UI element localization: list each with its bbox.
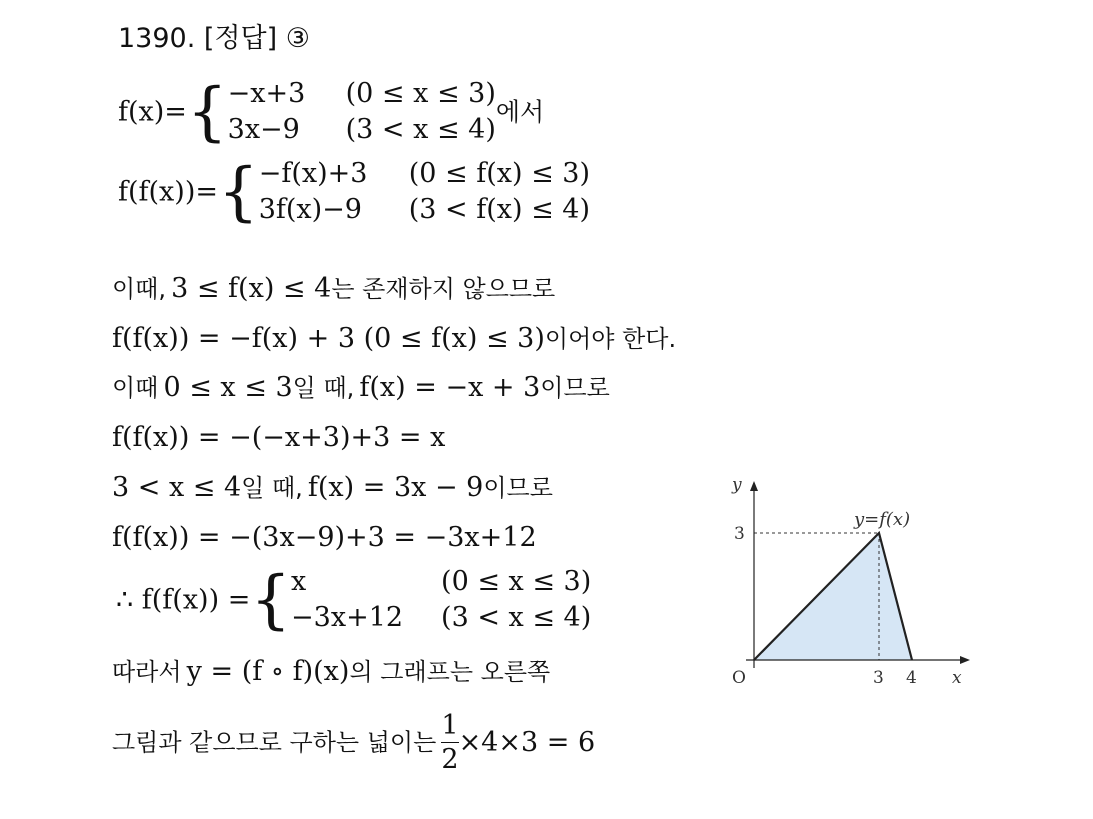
line-3-math-1: 0 ≤ x ≤ 3	[163, 372, 293, 403]
graph-figure	[722, 472, 978, 694]
composition-case2-expr: 3f(x)−9	[258, 194, 362, 225]
line-8-suffix: 의 그래프는 오른쪽	[349, 658, 551, 686]
line-7-lhs: ∴ f(f(x)) =	[116, 584, 251, 616]
composition-case1-expr: −f(x)+3	[258, 158, 368, 189]
composition-brace: {	[217, 155, 259, 229]
line-1-math: 3 ≤ f(x) ≤ 4	[171, 273, 332, 304]
line-9	[112, 712, 595, 773]
composition-case1-cond: (0 ≤ f(x) ≤ 3)	[408, 158, 590, 189]
line-8-math: y = (f ∘ f)(x)	[186, 656, 350, 687]
line-5-middle: 일 때,	[241, 474, 303, 502]
line-3	[112, 374, 610, 401]
line-7-case1-expr: x	[291, 566, 307, 597]
composition-lhs: f(f(x))=	[118, 176, 218, 208]
line-7-result	[116, 564, 591, 636]
line-6-math: f(f(x)) = −(3x−9)+3 = −3x+12	[112, 522, 537, 553]
definition-equation	[118, 76, 544, 148]
line-8-prefix: 따라서	[112, 658, 182, 686]
line-2-suffix: 이어야 한다.	[544, 325, 677, 353]
x-axis-label: x	[952, 668, 962, 688]
origin-label: O	[732, 668, 746, 688]
definition-suffix: 에서	[495, 97, 545, 127]
line-9-math: ×4×3 = 6	[458, 727, 596, 758]
definition-cases	[228, 76, 496, 148]
line-6	[112, 524, 537, 551]
line-3-math-2: f(x) = −x + 3	[359, 372, 541, 403]
composition-case2-cond: (3 < f(x) ≤ 4)	[408, 194, 590, 225]
line-7-case1-cond: (0 ≤ x ≤ 3)	[441, 566, 592, 597]
line-8	[112, 658, 550, 685]
composition-cases	[259, 156, 590, 228]
definition-case1-cond: (0 ≤ x ≤ 3)	[345, 78, 496, 109]
line-3-prefix: 이때	[112, 374, 159, 402]
line-2-math: f(f(x)) = −f(x) + 3 (0 ≤ f(x) ≤ 3)	[112, 323, 545, 354]
answer-label: [정답]	[203, 23, 278, 54]
line-3-middle: 일 때,	[292, 374, 355, 402]
line-5-math-2: f(x) = 3x − 9	[307, 472, 484, 503]
line-5-math-1: 3 < x ≤ 4	[112, 472, 242, 503]
definition-brace: {	[186, 75, 228, 149]
graph-shaded-region	[754, 533, 912, 660]
y-axis-arrow-icon	[750, 481, 758, 491]
problem-number: 1390.	[118, 23, 196, 54]
line-5	[112, 474, 553, 501]
answer-value: ③	[285, 23, 310, 54]
x-tick-4: 4	[906, 668, 917, 688]
line-7-cases	[291, 564, 591, 636]
line-4	[112, 424, 445, 451]
line-9-fraction	[441, 712, 458, 773]
definition-case2-cond: (3 < x ≤ 4)	[345, 114, 496, 145]
line-7-brace: {	[250, 563, 292, 637]
line-7-case2-expr: −3x+12	[291, 602, 404, 633]
x-axis-arrow-icon	[960, 656, 970, 664]
line-5-suffix: 이므로	[483, 474, 553, 502]
definition-case1-expr: −x+3	[227, 78, 306, 109]
y-axis-label: y	[732, 475, 742, 495]
problem-header	[118, 25, 310, 52]
line-9-prefix: 그림과 같으므로 구하는 넓이는	[112, 728, 437, 757]
fraction-numerator: 1	[441, 710, 459, 741]
line-4-math: f(f(x)) = −(−x+3)+3 = x	[112, 422, 446, 453]
line-1	[112, 275, 555, 302]
x-tick-3: 3	[873, 668, 884, 688]
fraction-denominator: 2	[441, 744, 459, 775]
curve-label: y=f(x)	[854, 509, 911, 530]
line-1-suffix: 는 존재하지 않으므로	[331, 275, 556, 303]
y-tick-3: 3	[734, 524, 745, 544]
composition-equation	[118, 156, 590, 228]
definition-case2-expr: 3x−9	[227, 114, 300, 145]
line-7-case2-cond: (3 < x ≤ 4)	[441, 602, 592, 633]
definition-lhs: f(x)=	[118, 96, 187, 128]
line-3-suffix: 이므로	[540, 374, 610, 402]
line-2	[112, 325, 676, 352]
line-1-prefix: 이때,	[112, 275, 166, 303]
